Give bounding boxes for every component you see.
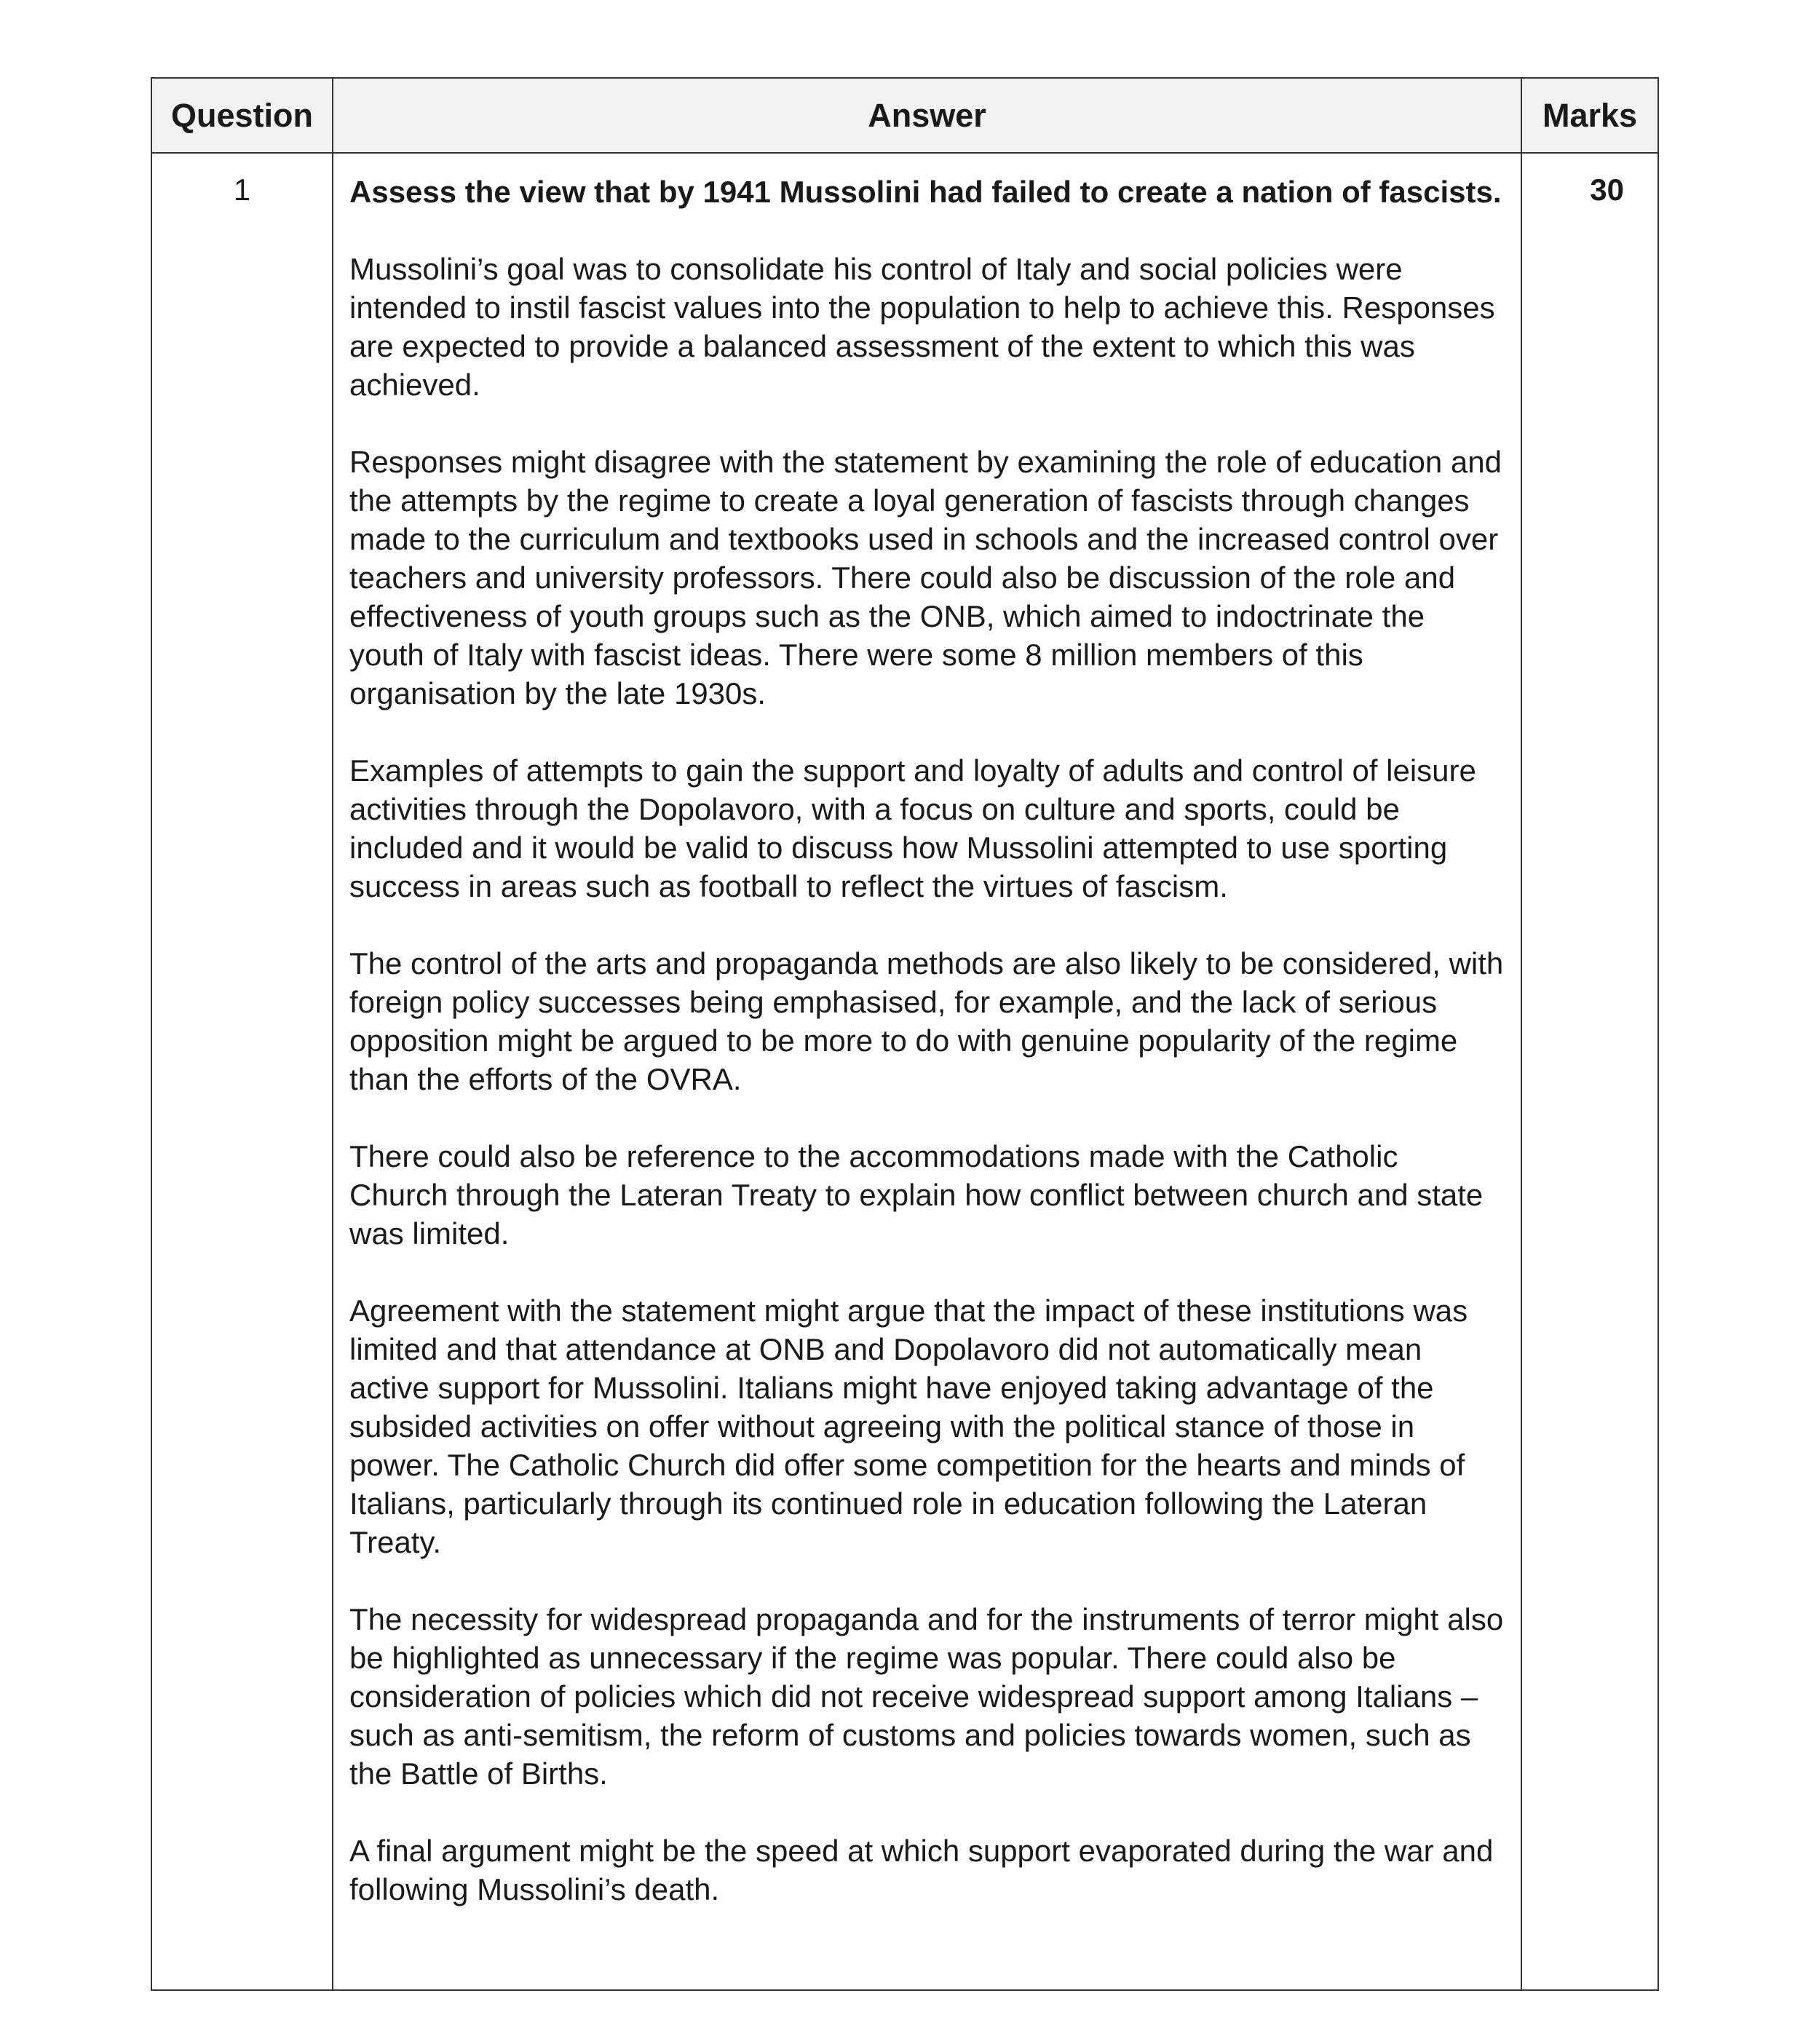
- answer-paragraph-6: Agreement with the statement might argue that the impact of these institutions was limited and that attendance at ONB and Dopolavoro did not automatically mean active support for Mussolini. Italians might have enjoyed taking advantage of the subsided activities on offer without agreeing with the political stance of those in power. The Catholic Church did offer some competition for the hearts and minds of Italians, particularly through its continued role in education following the Lateran Treaty.: [349, 1294, 1468, 1559]
- question-number: 1: [151, 153, 333, 1990]
- answer-paragraph-5: There could also be reference to the accommodations made with the Catholic Church through the Lateran Treaty to explain how conflict between church and state was limited.: [349, 1139, 1484, 1251]
- answer-paragraph-4: The control of the arts and propaganda methods are also likely to be considered, with foreign policy successes being emphasised, for example, and the lack of serious opposition might be argued to be more to do with genuine popularity of the regime than the efforts of the OVRA.: [349, 946, 1504, 1096]
- header-row: [151, 78, 1658, 153]
- answer-paragraph-7: The necessity for widespread propaganda and for the instruments of terror might also be highlighted as unnecessary if the regime was popular. There could also be consideration of policies which did not receive widespread support among Italians – such as anti-semitism, the reform of customs and policies towards women, such as the Battle of Births.: [349, 1602, 1504, 1791]
- header-answer: Answer: [333, 78, 1521, 153]
- marks-value: 30: [1521, 153, 1658, 1990]
- mark-scheme-table: [151, 77, 1659, 1991]
- answer-paragraph-1: Mussolini’s goal was to consolidate his control of Italy and social policies were intended to instil fascist values into the population to help to achieve this. Responses are expected to provide a balanced assessment of the extent to which this was achieved.: [349, 252, 1495, 402]
- question-title: Assess the view that by 1941 Mussolini had failed to create a nation of fascists.: [349, 175, 1502, 209]
- answer-paragraph-8: A final argument might be the speed at which support evaporated during the war and following Mussolini’s death.: [349, 1834, 1494, 1906]
- header-marks: Marks: [1521, 78, 1658, 153]
- table-row: [151, 153, 1658, 1990]
- answer-paragraph-2: Responses might disagree with the statement by examining the role of education and the attempts by the regime to create a loyal generation of fascists through changes made to the curriculum and textbooks used in schools and the increased control over teachers and university professors. There could also be discussion of the role and effectiveness of youth groups such as the ONB, which aimed to indoctrinate the youth of Italy with fascist ideas. There were some 8 million members of this organisation by the late 1930s.: [349, 445, 1502, 710]
- answer-paragraph-3: Examples of attempts to gain the support and loyalty of adults and control of leisure activities through the Dopolavoro, with a focus on culture and sports, could be included and it would be valid to discuss how Mussolini attempted to use sporting success in areas such as football to reflect the virtues of fascism.: [349, 753, 1476, 903]
- header-question: Question: [151, 78, 333, 153]
- answer-cell: [333, 153, 1521, 1990]
